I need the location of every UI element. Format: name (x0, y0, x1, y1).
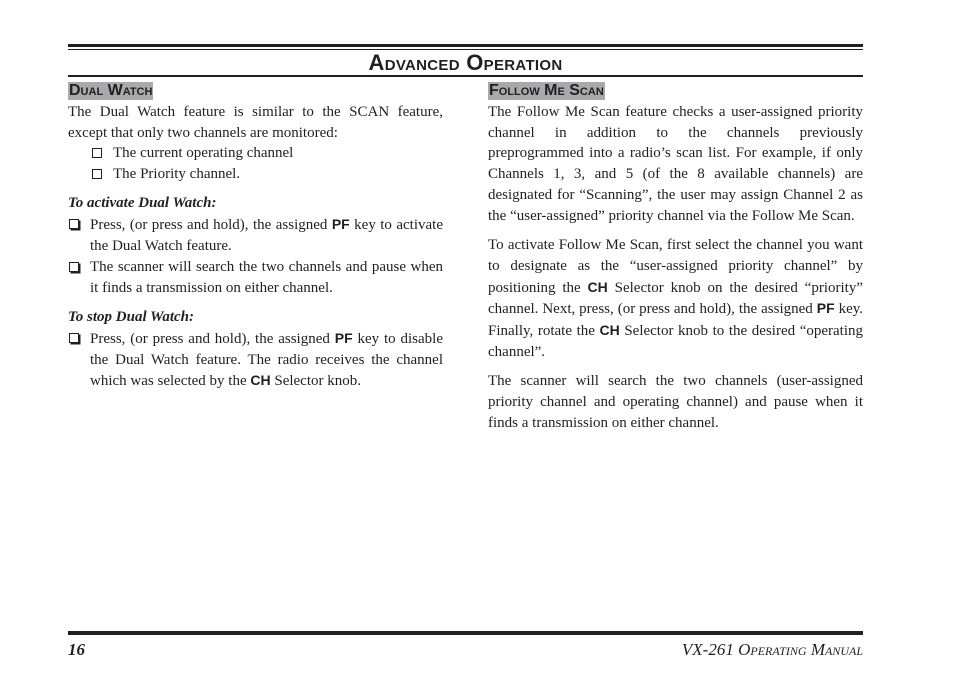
page-title: Advanced Operation (368, 50, 563, 75)
monitored-channels-list (68, 143, 443, 185)
follow-me-scan-para-3: The scanner will search the two channels (user-assigned priority channel and operating channel) and pause when it finds a transmission on either channel. (488, 373, 863, 431)
list-item-label: The current operating channel (113, 145, 294, 162)
title-underline-rule (68, 75, 863, 77)
checkbox-square-icon (92, 148, 102, 158)
stop-steps-list (68, 328, 443, 392)
para-text: key. Finally, rotate the (488, 301, 864, 340)
step-text: Press, (or press and hold), the assigned (90, 330, 335, 347)
step-text: Selector knob. (270, 373, 362, 390)
follow-me-scan-para-1: The Follow Me Scan feature checks a user-assigned priority channel in addition to the channels previously preprogrammed into a radio’s scan list. For example, if only Channels 1, 3, and 5 (of the 8 available channels) are designated for “Scanning”, the user may assign Channel 2 as the “user-assigned” priority channel via the Follow Me Scan. (488, 103, 863, 224)
para-text: To activate Follow Me Scan, first select the channel you want to designate as the “user-assigned priority channel” by positioning the (488, 237, 863, 296)
manual-title: VX-261 Operating Manual (681, 640, 863, 659)
ch-key-label: CH (599, 322, 620, 339)
pf-key-label: PF (816, 300, 835, 317)
follow-me-scan-para-2 (488, 235, 863, 363)
footer-rule (68, 631, 863, 635)
step-text: The scanner will search the two channels and pause when it finds a transmission on either channel. (90, 258, 443, 296)
para-text: Selector knob to the desired “operating channel”. (488, 323, 863, 361)
right-column (488, 81, 863, 434)
stop-dual-watch-subheading: To stop Dual Watch: (68, 308, 194, 325)
ch-key-label: CH (250, 372, 271, 389)
step-text: key to disable the Dual Watch feature. The radio receives the channel which was selected by the (90, 330, 443, 390)
list-item (68, 164, 443, 185)
list-item (68, 257, 443, 299)
box-bullet-icon (69, 262, 79, 272)
page-number: 16 (68, 640, 85, 659)
follow-me-scan-heading: Follow Me Scan (489, 82, 604, 99)
ch-key-label: CH (587, 278, 608, 295)
box-bullet-icon (69, 219, 79, 229)
pf-key-label: PF (331, 216, 350, 233)
dual-watch-heading: Dual Watch (69, 82, 153, 99)
checkbox-square-icon (92, 169, 102, 179)
list-item-label: The Priority channel. (113, 166, 241, 183)
activate-steps-list (68, 214, 443, 298)
step-text: Press, (or press and hold), the assigned (90, 217, 332, 234)
box-bullet-icon (69, 333, 79, 343)
para-text: Selector knob on the desired “priority” channel. Next, press, (or press and hold), the assigned (488, 279, 863, 318)
header-rule-thick (68, 44, 863, 47)
pf-key-label: PF (334, 329, 353, 346)
list-item (68, 214, 443, 257)
dual-watch-intro: The Dual Watch feature is similar to the SCAN feature, except that only two channels are monitored: (68, 103, 443, 141)
list-item (68, 328, 443, 392)
activate-dual-watch-subheading: To activate Dual Watch: (68, 195, 217, 212)
step-text: key to activate the Dual Watch feature. (90, 217, 443, 255)
left-column (68, 81, 443, 392)
list-item (68, 143, 443, 164)
